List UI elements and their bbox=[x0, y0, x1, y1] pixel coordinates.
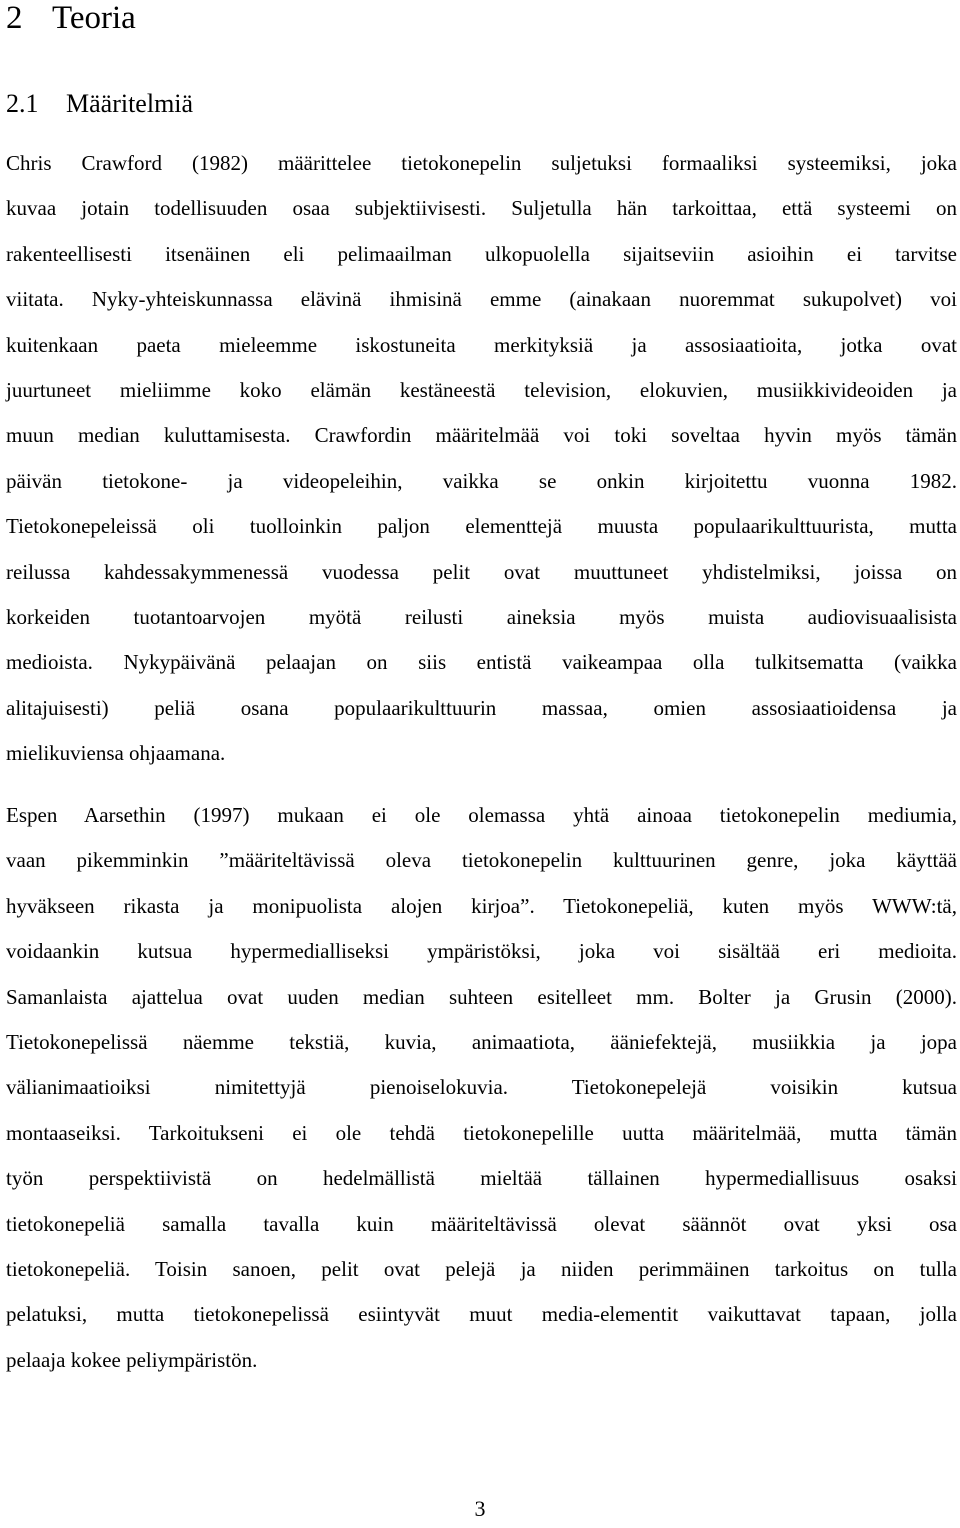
text-line: rakenteellisesti itsenäinen eli pelimaailman ulkopuolella sijaitseviin asioihin ei tarvitse bbox=[6, 241, 957, 266]
text-line: hyväkseen rikasta ja monipuolista alojen kirjoa”. Tietokonepeliä, kuten myös WWW:tä, bbox=[6, 893, 957, 918]
text-line: kuvaa jotain todellisuuden osaa subjektiivisesti. Suljetulla hän tarkoittaa, että systeemi on bbox=[6, 196, 957, 221]
text-line: Espen Aarsethin (1997) mukaan ei ole olemassa yhtä ainoaa tietokonepelin mediumia, bbox=[6, 803, 957, 827]
paragraph-aarseth bbox=[6, 793, 957, 1383]
text-line: muun median kuluttamisesta. Crawfordin määritelmää voi toki soveltaa hyvin myös tämän bbox=[6, 423, 957, 448]
text-line: viitata. Nyky-yhteiskunnassa elävinä ihmisinä emme (ainakaan nuoremmat sukupolvet) voi bbox=[6, 287, 957, 312]
text-line: vaan pikemminkin ”määriteltävissä oleva tietokonepelin kulttuurinen genre, joka käyttää bbox=[6, 848, 957, 873]
text-line: Chris Crawford (1982) määrittelee tietokonepelin suljetuksi formaaliksi systeemiksi, joka bbox=[6, 151, 957, 175]
text-line: mielikuviensa ohjaamana. bbox=[6, 741, 226, 766]
page-number: 3 bbox=[474, 1496, 486, 1521]
text-line: pelatuksi, mutta tietokonepelissä esiintyvät muut media-elementit vaikuttavat tapaan, jolla bbox=[6, 1302, 957, 1327]
text-line: tietokonepeliä samalla tavalla kuin määriteltävissä olevat säännöt ovat yksi osa bbox=[6, 1211, 957, 1236]
text-line: pelaaja kokee peliympäristön. bbox=[6, 1347, 258, 1372]
chapter-heading bbox=[6, 0, 136, 40]
text-line: juurtuneet mieliimme koko elämän kestäneestä television, elokuvien, musiikkivideoiden ja bbox=[6, 378, 957, 403]
text-line: kuitenkaan paeta mieleemme iskostuneita merkityksiä ja assosiaatioita, jotka ovat bbox=[6, 332, 957, 357]
text-line: alitajuisesti) peliä osana populaarikulttuurin massaa, omien assosiaatioidensa ja bbox=[6, 695, 957, 720]
text-line: välianimaatioiksi nimitettyjä pienoiselokuvia. Tietokonepelejä voisikin kutsua bbox=[6, 1075, 957, 1100]
text-line: medioista. Nykypäivänä pelaajan on siis entistä vaikeampaa olla tulkitsematta (vaikka bbox=[6, 650, 957, 675]
text-line: tietokonepeliä. Toisin sanoen, pelit ovat pelejä ja niiden perimmäinen tarkoitus on tulla bbox=[6, 1257, 957, 1282]
section-title: Määritelmiä bbox=[66, 89, 194, 118]
section-heading bbox=[6, 84, 193, 124]
section-number: 2.1 bbox=[6, 89, 39, 118]
text-line: Samanlaista ajattelua ovat uuden median suhteen esitelleet mm. Bolter ja Grusin (2000). bbox=[6, 984, 957, 1009]
text-line: montaaseiksi. Tarkoitukseni ei ole tehdä tietokonepelille uutta määritelmää, mutta tämän bbox=[6, 1120, 957, 1145]
text-line: korkeiden tuotantoarvojen myötä reilusti aineksia myös muista audiovisuaalisista bbox=[6, 605, 957, 630]
paragraph-crawford bbox=[6, 141, 957, 777]
text-line: Tietokonepelissä näemme tekstiä, kuvia, animaatiota, ääniefektejä, musiikkia ja jopa bbox=[6, 1030, 957, 1055]
text-line: työn perspektiivistä on hedelmällistä mieltää tällainen hypermediallisuus osaksi bbox=[6, 1166, 957, 1191]
text-line: Tietokonepeleissä oli tuolloinkin paljon elementtejä muusta populaarikulttuurista, mutta bbox=[6, 514, 957, 539]
text-line: päivän tietokone- ja videopeleihin, vaikka se onkin kirjoitettu vuonna 1982. bbox=[6, 468, 957, 493]
text-line: reilussa kahdessakymmenessä vuodessa pelit ovat muuttuneet yhdistelmiksi, joissa on bbox=[6, 559, 957, 584]
chapter-title: Teoria bbox=[52, 0, 136, 36]
chapter-number: 2 bbox=[6, 0, 23, 36]
text-line: voidaankin kutsua hypermedialliseksi ympäristöksi, joka voi sisältää eri medioita. bbox=[6, 939, 957, 964]
